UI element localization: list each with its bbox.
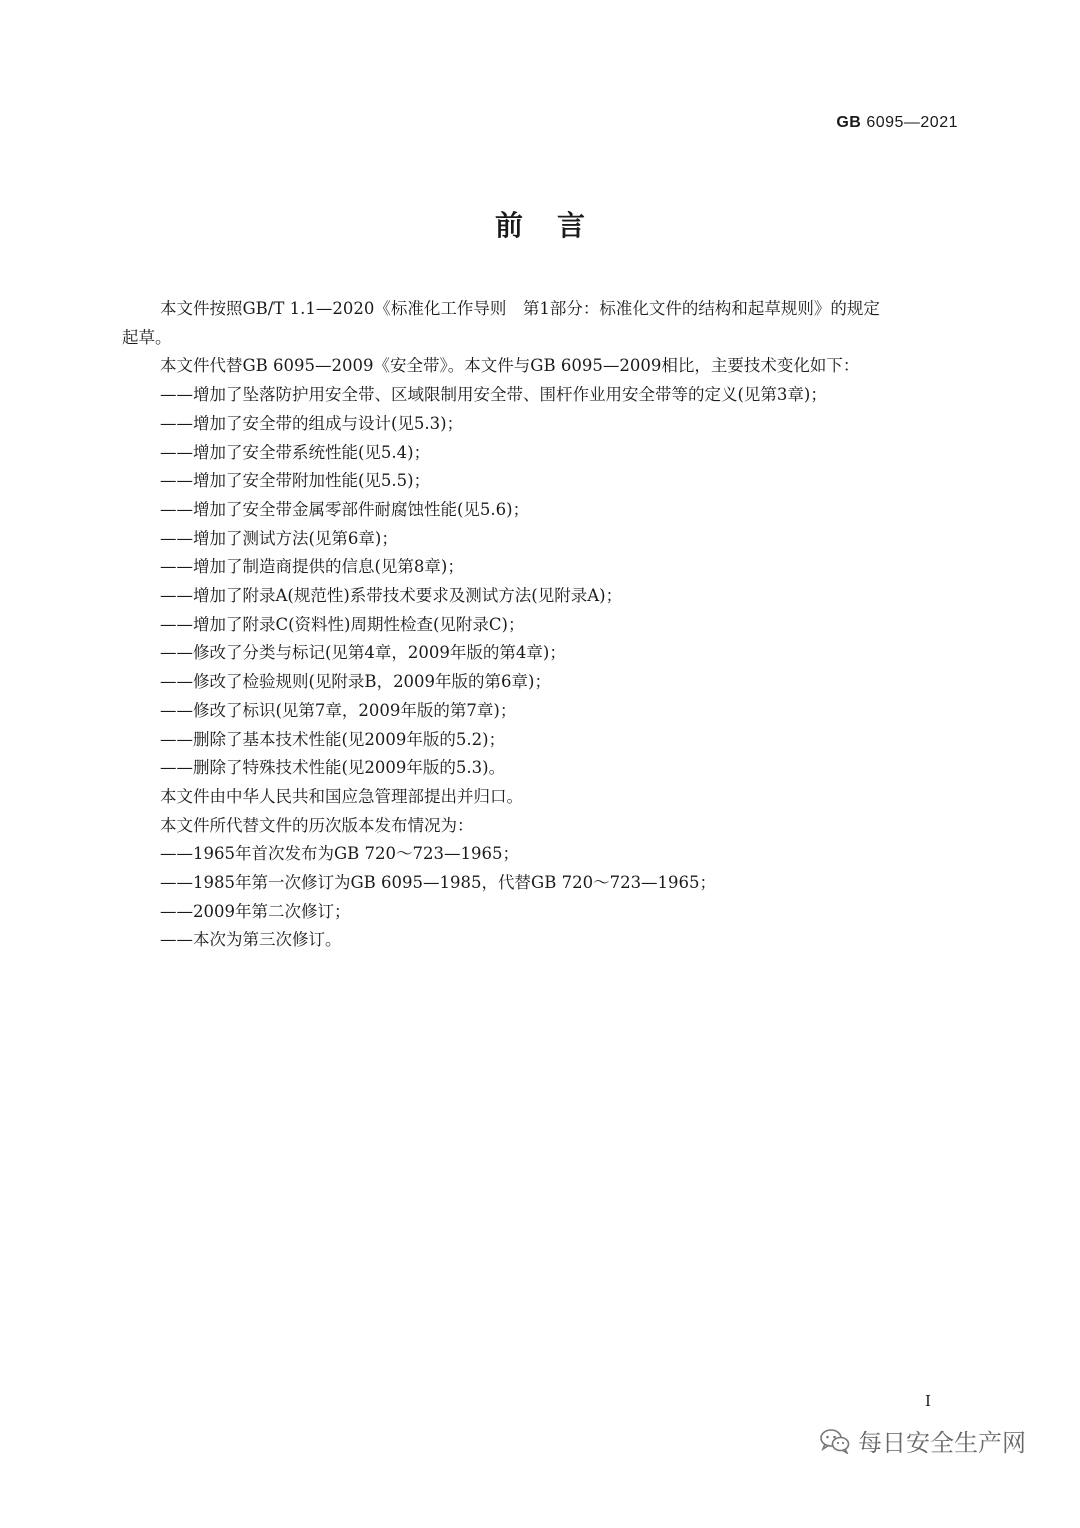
watermark [820,1423,1026,1458]
document-code-prefix: GB [836,114,862,131]
list-item: ——删除了特殊技术性能(见2009年版的5.3)。 [160,758,506,778]
replacement-paragraph: 本文件代替GB 6095—2009《安全带》。本文件与GB 6095—2009相比，主要技术变化如下： [160,356,860,376]
page-number: I [925,1392,931,1410]
list-item: ——增加了制造商提供的信息(见第8章)； [160,557,464,577]
list-item: ——2009年第二次修订； [160,901,351,921]
list-item: ——增加了安全带金属零部件耐腐蚀性能(见5.6)； [160,499,530,519]
changes-list [122,381,962,783]
list-item: ——增加了附录A(规范性)系带技术要求及测试方法(见附录A)； [160,586,623,606]
list-item: ——删除了基本技术性能(见2009年版的5.2)； [160,729,506,749]
proposal-paragraph: 本文件由中华人民共和国应急管理部提出并归口。 [160,786,523,806]
list-item: ——增加了安全带的组成与设计(见5.3)； [160,413,464,433]
list-item: ——修改了标识(见第7章，2009年版的第7章)； [160,700,517,720]
list-item: ——修改了检验规则(见附录B，2009年版的第6章)； [160,672,551,692]
wechat-icon [820,1428,850,1454]
list-item: ——修改了分类与标记(见第4章，2009年版的第4章)； [160,643,566,663]
document-code [836,114,958,132]
list-item: ——增加了安全带附加性能(见5.5)； [160,471,431,491]
history-intro-paragraph: 本文件所代替文件的历次版本发布情况为： [160,815,474,835]
watermark-text: 每日安全生产网 [858,1429,1026,1457]
list-item: ——增加了测试方法(见第6章)； [160,528,398,548]
document-code-number: 6095—2021 [866,114,958,131]
page-title: 前言 [494,209,619,242]
list-item: ——增加了附录C(资料性)周期性检查(见附录C)； [160,614,525,634]
list-item: ——1985年第一次修订为GB 6095—1985，代替GB 720～723—1965； [160,873,717,893]
list-item: ——1965年首次发布为GB 720～723—1965； [160,844,520,864]
intro-paragraph-continued: 起草。 [122,327,172,347]
list-item: ——增加了坠落防护用安全带、区域限制用安全带、围杆作业用安全带等的定义(见第3章)； [160,385,827,405]
list-item: ——本次为第三次修订。 [160,930,342,950]
history-list [122,840,962,955]
intro-paragraph: 本文件按照GB/T 1.1—2020《标准化工作导则 第1部分：标准化文件的结构和起草规则》的规定 [160,299,880,318]
list-item: ——增加了安全带系统性能(见5.4)； [160,442,431,462]
document-body [122,295,962,955]
